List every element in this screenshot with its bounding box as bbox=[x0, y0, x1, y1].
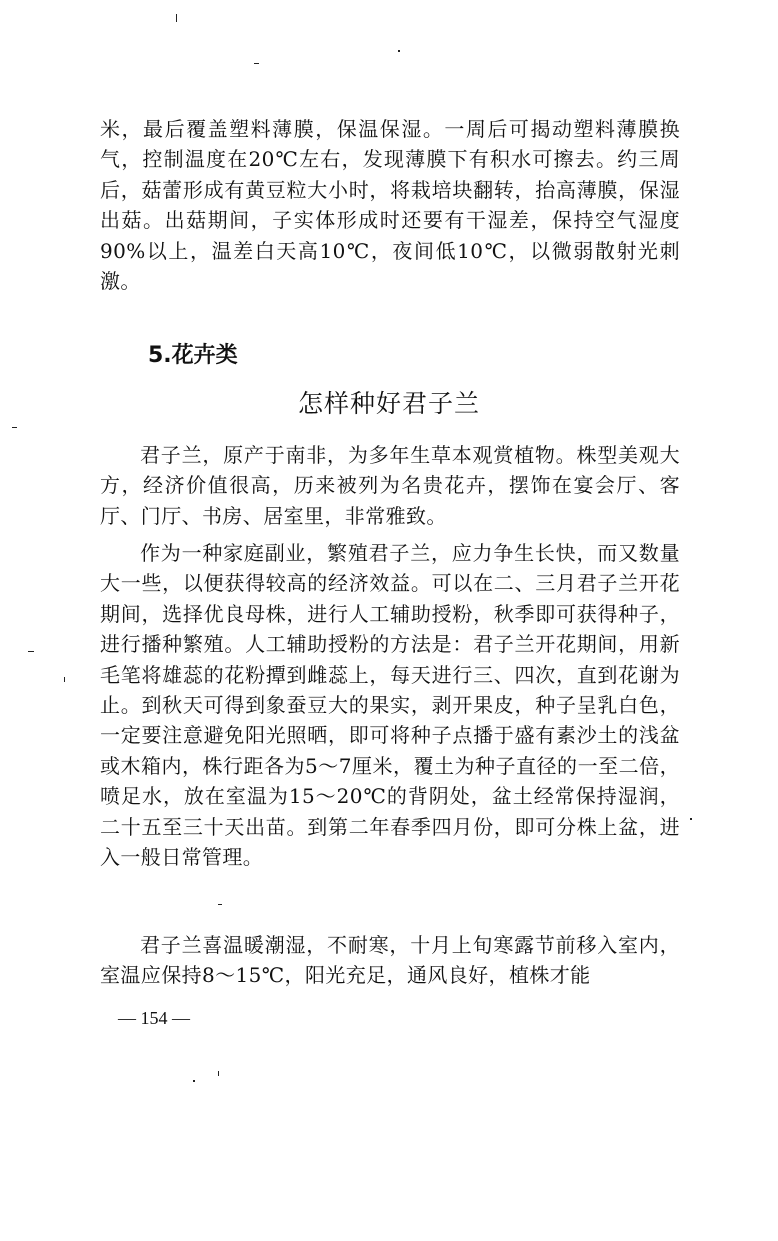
page-number: — 154 — bbox=[118, 1008, 190, 1028]
continued-paragraph: 米，最后覆盖塑料薄膜，保温保湿。一周后可揭动塑料薄膜换气，控制温度在20℃左右，发现薄膜下有积水可擦去。约三周后，菇蕾形成有黄豆粒大小时，将栽培块翻转，抬高薄膜，保湿出菇。出菇期间，子实体形成时还要有干湿差，保持空气湿度90%以上，温差白天高10℃，夜间低10℃，以微弱散射光刺激。 bbox=[100, 117, 680, 294]
scan-speck bbox=[218, 1071, 219, 1076]
scan-speck bbox=[12, 427, 17, 428]
scan-speck bbox=[218, 904, 222, 905]
article-title: 怎样种好君子兰 bbox=[297, 389, 480, 418]
scan-speck bbox=[398, 50, 400, 52]
body-paragraph: 君子兰喜温暖潮湿，不耐寒，十月上旬寒露节前移入室内，室温应保持8～15℃，阳光充足，通风良好，植株才能 bbox=[100, 933, 680, 988]
scan-speck bbox=[254, 63, 259, 64]
scan-speck bbox=[193, 1080, 195, 1082]
scan-speck bbox=[176, 14, 177, 22]
body-paragraph: 君子兰，原产于南非，为多年生草本观赏植物。株型美观大方，经济价值很高，历来被列为名贵花卉，摆饰在宴会厅、客厅、门厅、书房、居室里，非常雅致。 bbox=[100, 443, 680, 528]
scan-speck bbox=[690, 818, 692, 820]
section-heading: 5.花卉类 bbox=[148, 343, 238, 368]
scan-speck bbox=[64, 677, 65, 682]
scan-speck bbox=[28, 651, 34, 652]
body-paragraph: 作为一种家庭副业，繁殖君子兰，应力争生长快，而又数量大一些，以便获得较高的经济效益。可以在二、三月君子兰开花期间，选择优良母株，进行人工辅助授粉，秋季即可获得种子，进行播种繁殖。人工辅助授粉的方法是：君子兰开花期间，用新毛笔将雄蕊的花粉撢到雌蕊上，每天进行三、四次，直到花谢为止。到秋天可得到象蚕豆大的果实，剥开果皮，种子呈乳白色，一定要注意避免阳光照晒，即可将种子点播于盛有素沙土的浅盆或木箱内，株行距各为5～7厘米，覆土为种子直径的一至二倍，喷足水，放在室温为15～20℃的背阴处，盆土经常保持湿润，二十五至三十天出苗。到第二年春季四月份，即可分株上盆，进入一般日常管理。 bbox=[100, 541, 680, 870]
